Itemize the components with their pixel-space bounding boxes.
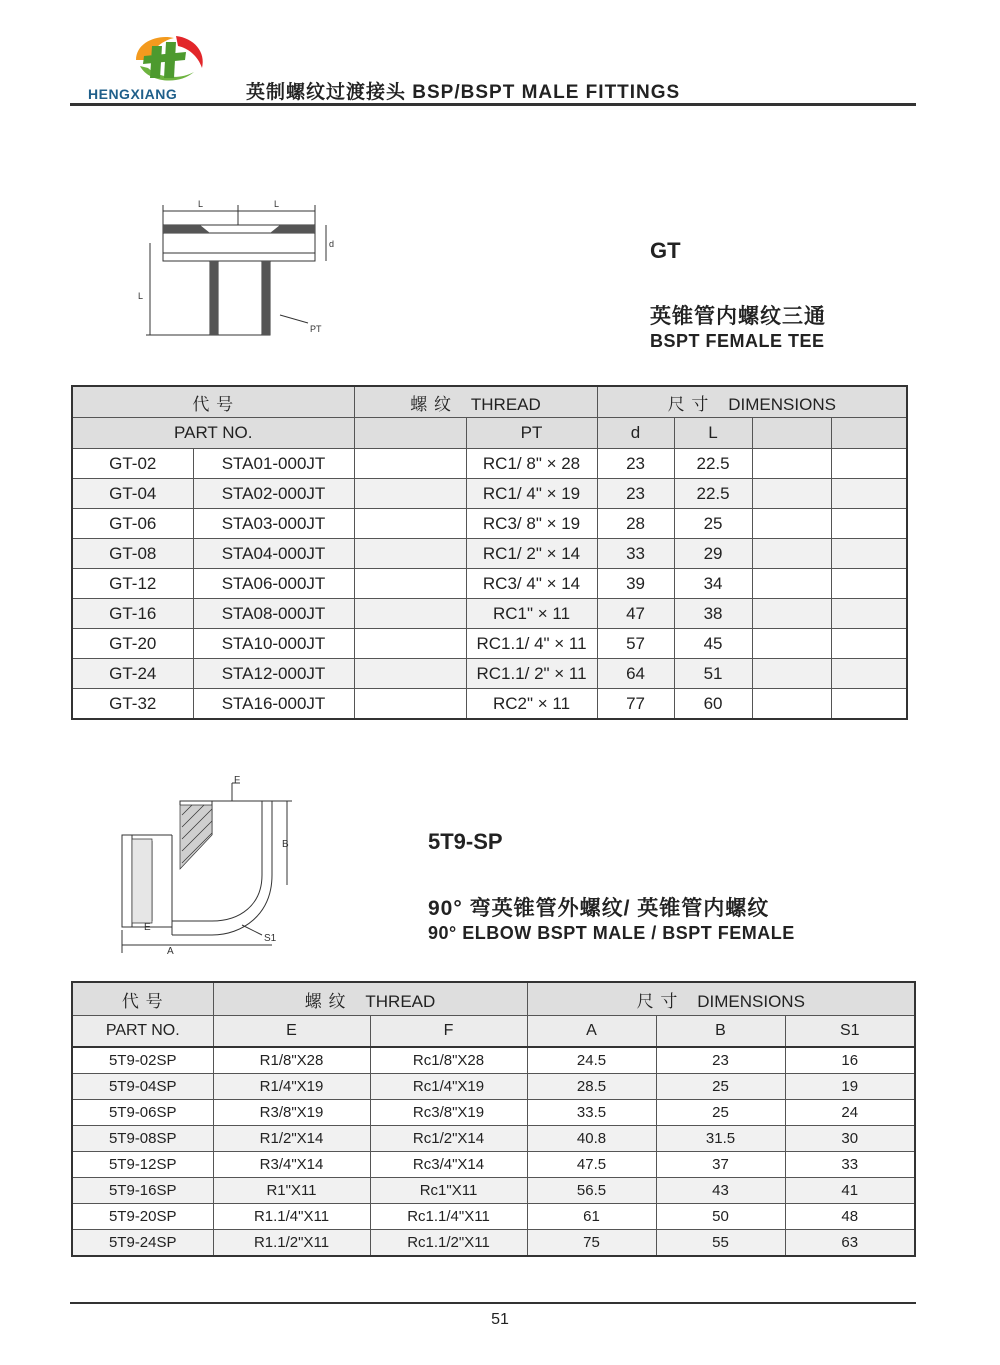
cell-part: 5T9-12SP [72,1152,213,1178]
cell-s1: 33 [785,1152,915,1178]
cell-blank [752,449,831,479]
product-code-5t9: 5T9-SP [428,829,503,854]
table-row [72,569,907,599]
product-code-gt: GT [650,238,681,263]
product-name-en-gt: BSPT FEMALE TEE [650,331,825,351]
dim-pt-label: PT [310,324,322,334]
col-part-no: PART NO. [72,1016,213,1048]
cell-l: 29 [674,539,752,569]
table-row [72,1047,915,1074]
table-row [72,689,907,720]
dim-s1-label: S1 [264,933,277,944]
cell-blank [752,599,831,629]
cell-blank [354,599,466,629]
cell-code: GT-20 [72,629,193,659]
cell-part: STA12-000JT [193,659,354,689]
cell-part: 5T9-04SP [72,1074,213,1100]
table-row [72,539,907,569]
cell-part: STA10-000JT [193,629,354,659]
cell-l: 38 [674,599,752,629]
cell-f: Rc1/8"X28 [370,1047,527,1074]
header-divider [70,103,916,106]
cell-s1: 24 [785,1100,915,1126]
cell-d: 77 [597,689,674,720]
cell-pt: RC1.1/ 2" × 11 [466,659,597,689]
col-b: B [656,1016,785,1048]
col-dimensions-header: 尺 寸 DIMENSIONS [597,386,907,418]
cell-d: 64 [597,659,674,689]
cell-blank [831,689,907,720]
cell-blank [831,629,907,659]
product-name-cn-gt: 英锥管内螺纹三通 [650,305,826,328]
col-code-cn: 代 号 [72,982,213,1016]
cell-blank [752,689,831,720]
cell-part: STA01-000JT [193,449,354,479]
cell-part: 5T9-20SP [72,1204,213,1230]
table-header-row [72,982,915,1016]
cell-a: 75 [527,1230,656,1257]
table-row [72,1230,915,1257]
cell-f: Rc1.1/4"X11 [370,1204,527,1230]
cell-e: R1.1/4"X11 [213,1204,370,1230]
cell-blank [831,659,907,689]
cell-s1: 16 [785,1047,915,1074]
cell-b: 37 [656,1152,785,1178]
cell-l: 45 [674,629,752,659]
table-row [72,629,907,659]
cell-blank [354,479,466,509]
cell-a: 47.5 [527,1152,656,1178]
cell-part: STA08-000JT [193,599,354,629]
cell-a: 24.5 [527,1047,656,1074]
cell-pt: RC1/ 2" × 14 [466,539,597,569]
cell-f: Rc1/4"X19 [370,1074,527,1100]
cell-code: GT-16 [72,599,193,629]
hengxiang-logo-icon [128,30,210,88]
brand-name: HENGXIANG [88,86,178,102]
cell-code: GT-12 [72,569,193,599]
cell-blank [752,659,831,689]
cell-part: STA06-000JT [193,569,354,599]
cell-s1: 63 [785,1230,915,1257]
cell-part: 5T9-06SP [72,1100,213,1126]
cell-f: Rc1/2"X14 [370,1126,527,1152]
dim-l-right-label: L [274,199,280,209]
cell-blank [354,569,466,599]
cell-b: 55 [656,1230,785,1257]
cell-d: 57 [597,629,674,659]
cell-blank [354,539,466,569]
cell-part: 5T9-24SP [72,1230,213,1257]
col-a: A [527,1016,656,1048]
bspt-female-tee-drawing [130,195,345,345]
cell-l: 60 [674,689,752,720]
cell-pt: RC3/ 4" × 14 [466,569,597,599]
cell-pt: RC1.1/ 4" × 11 [466,629,597,659]
dim-a-label: A [167,946,174,955]
elbow-bspt-drawing [112,775,297,955]
cell-part: STA03-000JT [193,509,354,539]
table-row [72,1152,915,1178]
col-e: E [213,1016,370,1048]
cell-d: 23 [597,479,674,509]
page-title: 英制螺纹过渡接头 BSP/BSPT MALE FITTINGS [246,82,681,103]
cell-s1: 48 [785,1204,915,1230]
cell-e: R1.1/2"X11 [213,1230,370,1257]
cell-part: STA16-000JT [193,689,354,720]
col-d: d [597,418,674,449]
table-subheader-row [72,1016,915,1048]
product-name-cn-5t9: 90° 弯英锥管外螺纹/ 英锥管内螺纹 [428,897,770,920]
table-row [72,449,907,479]
cell-l: 22.5 [674,449,752,479]
cell-b: 25 [656,1074,785,1100]
cell-pt: RC2" × 11 [466,689,597,720]
cell-blank [752,569,831,599]
product-name-en-5t9: 90° ELBOW BSPT MALE / BSPT FEMALE [428,923,795,943]
cell-a: 40.8 [527,1126,656,1152]
cell-s1: 41 [785,1178,915,1204]
cell-pt: RC1" × 11 [466,599,597,629]
5t9-spec-table [71,981,916,1257]
cell-f: Rc1"X11 [370,1178,527,1204]
dim-b-label: B [282,839,289,850]
table-row [72,1204,915,1230]
cell-b: 31.5 [656,1126,785,1152]
cell-code: GT-24 [72,659,193,689]
col-part-no: PART NO. [72,418,354,449]
col-thread-header: 螺 纹 THREAD [354,386,597,418]
cell-b: 50 [656,1204,785,1230]
cell-blank [831,509,907,539]
table-row [72,659,907,689]
cell-part: 5T9-08SP [72,1126,213,1152]
cell-blank [354,449,466,479]
cell-blank [354,629,466,659]
cell-blank [831,569,907,599]
cell-blank [354,509,466,539]
col-l: L [674,418,752,449]
cell-blank [752,539,831,569]
cell-code: GT-02 [72,449,193,479]
cell-part: STA04-000JT [193,539,354,569]
cell-part: STA02-000JT [193,479,354,509]
cell-pt: RC1/ 8" × 28 [466,449,597,479]
cell-f: Rc3/8"X19 [370,1100,527,1126]
table-row [72,1126,915,1152]
cell-l: 25 [674,509,752,539]
cell-code: GT-32 [72,689,193,720]
col-s1: S1 [785,1016,915,1048]
dim-f-label: F [234,775,241,786]
cell-d: 23 [597,449,674,479]
cell-l: 51 [674,659,752,689]
cell-blank [354,689,466,720]
cell-blank [831,599,907,629]
cell-a: 28.5 [527,1074,656,1100]
cell-e: R1/4"X19 [213,1074,370,1100]
cell-e: R3/8"X19 [213,1100,370,1126]
cell-blank [752,629,831,659]
table-row [72,1100,915,1126]
cell-code: GT-08 [72,539,193,569]
cell-d: 33 [597,539,674,569]
cell-d: 39 [597,569,674,599]
col-code-cn: 代 号 [72,386,354,418]
page-number: 51 [491,1311,509,1328]
table-row [72,479,907,509]
dim-e-label: E [144,922,151,933]
cell-pt: RC1/ 4" × 19 [466,479,597,509]
col-thread-header: 螺 纹 THREAD [213,982,527,1016]
cell-e: R1"X11 [213,1178,370,1204]
cell-a: 61 [527,1204,656,1230]
cell-d: 28 [597,509,674,539]
dim-d-label: d [329,239,335,249]
cell-blank [752,509,831,539]
cell-a: 56.5 [527,1178,656,1204]
cell-l: 22.5 [674,479,752,509]
table-row [72,1074,915,1100]
cell-a: 33.5 [527,1100,656,1126]
cell-blank [831,479,907,509]
cell-part: 5T9-16SP [72,1178,213,1204]
gt-spec-table [71,385,908,720]
cell-code: GT-04 [72,479,193,509]
cell-blank [354,659,466,689]
cell-blank [831,539,907,569]
cell-b: 43 [656,1178,785,1204]
footer-divider [70,1302,916,1304]
cell-e: R3/4"X14 [213,1152,370,1178]
cell-b: 25 [656,1100,785,1126]
cell-l: 34 [674,569,752,599]
cell-part: 5T9-02SP [72,1047,213,1074]
table-subheader-row [72,418,907,449]
cell-f: Rc1.1/2"X11 [370,1230,527,1257]
cell-e: R1/8"X28 [213,1047,370,1074]
cell-pt: RC3/ 8" × 19 [466,509,597,539]
col-pt: PT [466,418,597,449]
cell-s1: 19 [785,1074,915,1100]
table-row [72,509,907,539]
table-header-row [72,386,907,418]
cell-blank [831,449,907,479]
col-thread-blank [354,418,466,449]
cell-code: GT-06 [72,509,193,539]
col-dimensions-header: 尺 寸 DIMENSIONS [527,982,915,1016]
table-row [72,1178,915,1204]
cell-blank [752,479,831,509]
cell-e: R1/2"X14 [213,1126,370,1152]
col-f: F [370,1016,527,1048]
cell-d: 47 [597,599,674,629]
table-row [72,599,907,629]
dim-l-side-label: L [138,291,144,301]
cell-b: 23 [656,1047,785,1074]
dim-l-left-label: L [198,199,204,209]
cell-s1: 30 [785,1126,915,1152]
cell-f: Rc3/4"X14 [370,1152,527,1178]
